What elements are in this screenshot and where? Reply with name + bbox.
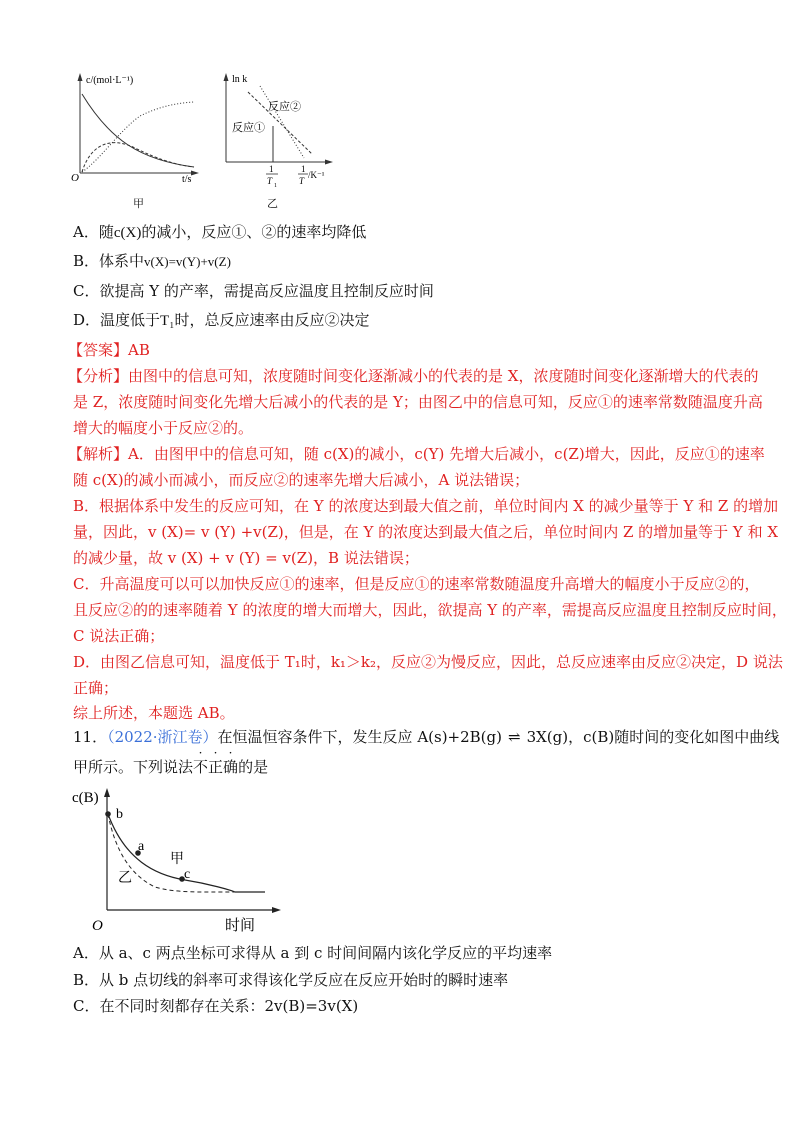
q11-source: （2022·浙江卷） (107, 728, 218, 746)
answer-value: AB (128, 341, 150, 359)
emphasis-char-2: · 正 (208, 746, 224, 776)
yi-ylabel: ln k (232, 74, 248, 85)
explanation-line-9: D．由图乙信息可知，温度低于 T₁时，k₁＞k₂，反应②为慢反应，因此，总反应速率由反应②决定，D 说法 (73, 653, 783, 671)
explanation-line-8: C 说法正确； (73, 627, 165, 645)
explanation-line-6: C．升高温度可以可以加快反应①的速率，但是反应①的速率常数随温度升高增大的幅度小于反应②的， (73, 575, 760, 593)
explanation-line-3: B．根据体系中发生的反应可知，在 Y 的浓度达到最大值之前，单位时间内 X 的减少量等于 Y 和 Z 的增加 (73, 497, 779, 515)
jia-caption: 甲 (133, 197, 144, 210)
analysis-line-1: 【分析】由图中的信息可知，浓度随时间变化逐渐减小的代表的是 X，浓度随时间变化逐渐增大的代表的 (68, 367, 759, 385)
q10-option-c: C．欲提高 Y 的产率，需提高反应温度且控制反应时间 (73, 282, 434, 300)
q10-option-a: A．随c(X)的减小，反应①、②的速率均降低 (73, 223, 367, 241)
explanation-line-11: 综上所述，本题选 AB。 (73, 704, 235, 722)
emphasis-char-1: · 不 (193, 746, 209, 776)
jia-ylabel: c/(mol·L⁻¹) (86, 75, 134, 86)
yi-xlabel-unit: /K⁻¹ (308, 170, 325, 180)
label-point-b: b (116, 807, 123, 822)
q11-xlabel: 时间 (225, 918, 256, 934)
equilibrium-arrow-icon: ⇌ (508, 728, 521, 746)
q11-option-b: B．从 b 点切线的斜率可求得该化学反应在反应开始时的瞬时速率 (73, 971, 509, 989)
curve-y (82, 143, 194, 172)
q10-option-b: B．体系中v(X)=v(Y)+v(Z) (73, 252, 231, 270)
label-reaction2: 反应② (268, 101, 301, 113)
line-reaction2 (260, 86, 304, 158)
q11-option-a: A．从 a、c 两点坐标可求得从 a 到 c 时间间隔内该化学反应的平均速率 (73, 944, 553, 962)
q11-origin: O (92, 918, 103, 934)
explanation-line-7: 且反应②的的速率随着 Y 的浓度的增大而增大，因此，欲提高 Y 的产率，需提高反应温度且控制反应时间， (73, 601, 787, 619)
explanation-line-10: 正确； (73, 679, 119, 697)
analysis-label: 【分析】 (68, 367, 129, 385)
emphasis-char-3: · 确 (223, 746, 239, 776)
jia-origin: O (71, 172, 79, 184)
answer-label: 【答案】 (68, 341, 129, 359)
label-reaction1: 反应① (232, 122, 265, 134)
yi-xlabel-num: 1 (301, 164, 306, 174)
label-curve-jia: 甲 (170, 852, 184, 867)
explanation-label: 【解析】 (68, 445, 129, 463)
q11-stem-line-1: 11．（2022·浙江卷）在恒温恒容条件下，发生反应 A(s)+2B(g) ⇌ 3X(g)，c(B)随时间的变化如图中曲线 (73, 728, 780, 746)
q11-stem-line-2: 甲所示。下列说法 · 不 · 正 · 确的是 (73, 746, 269, 776)
analysis-line-3: 增大的幅度小于反应②的。 (73, 419, 254, 437)
yi-tick1-den: T (267, 176, 273, 186)
jia-xlabel: t/s (182, 174, 192, 185)
curve-x (82, 94, 194, 167)
curve-z (82, 102, 194, 172)
figure-jia (70, 70, 205, 185)
q11-number: 11． (73, 728, 108, 746)
q10-option-d: D．温度低于T₁时，总反应速率由反应②决定 (73, 311, 370, 329)
figure-yi (218, 68, 338, 193)
yi-tick1-sub: 1 (274, 183, 277, 189)
answer-line (68, 340, 150, 360)
yi-xlabel-den: T (299, 176, 305, 186)
figure-q11 (70, 780, 300, 935)
q11-ylabel: c(B) (72, 790, 99, 806)
explanation-line-4: 量，因此，v (X)= v (Y) +v(Z)，但是，在 Y 的浓度达到最大值之后，单位时间内 Z 的增加量等于 Y 和 X (73, 523, 779, 541)
yi-caption: 乙 (267, 197, 278, 210)
analysis-line-2: 是 Z，浓度随时间变化先增大后减小的代表的是 Y；由图乙中的信息可知，反应①的速率常数随温度升高 (73, 393, 763, 411)
label-point-c: c (184, 867, 191, 882)
explanation-line-5: 的减少量，故 v (X) + v (Y) = v(Z)，B 说法错误； (73, 549, 419, 567)
label-curve-yi: 乙 (118, 871, 132, 886)
yi-tick1-num: 1 (269, 164, 274, 174)
q11-option-c: C．在不同时刻都存在关系：2v(B)=3v(X) (73, 997, 359, 1015)
label-point-a: a (138, 839, 145, 854)
explanation-line-1: 【解析】A．由图甲中的信息可知，随 c(X)的减小，c(Y) 先增大后减小，c(Z)增大，因此，反应①的速率 (68, 445, 765, 463)
explanation-line-2: 随 c(X)的减小而减小，而反应②的速率先增大后减小，A 说法错误； (73, 471, 530, 489)
point-b (105, 811, 111, 817)
